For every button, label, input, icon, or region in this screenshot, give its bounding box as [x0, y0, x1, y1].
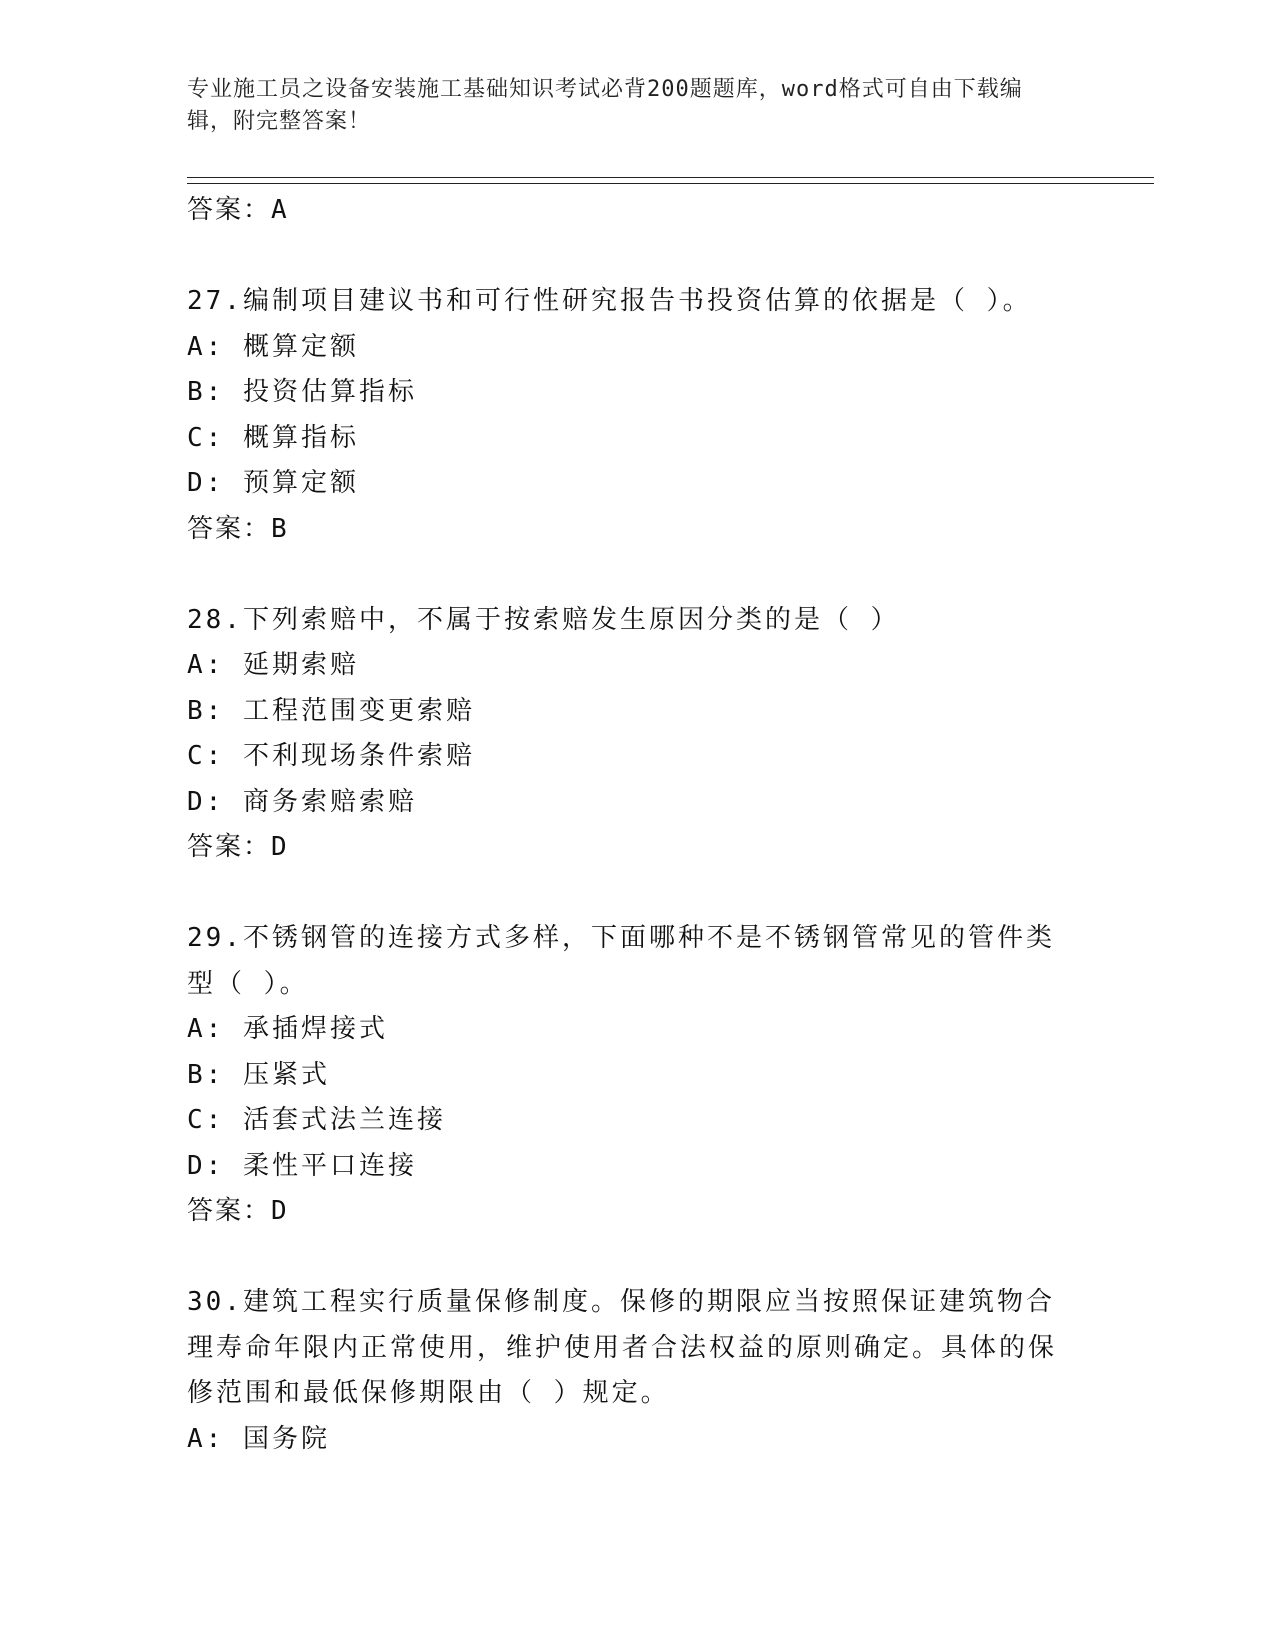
- answer-value: D: [271, 832, 289, 862]
- answer: [187, 825, 1087, 871]
- answer-value: D: [271, 1196, 289, 1226]
- answer-label: 答案：: [187, 513, 272, 544]
- question-stem: 28.下列索赔中，不属于按索赔发生原因分类的是（ ）: [187, 604, 900, 635]
- option-d: D: 柔性平口连接: [187, 1150, 417, 1181]
- answer-label: 答案：: [187, 1196, 272, 1226]
- option-b: B: 投资估算指标: [187, 377, 417, 407]
- option-a: A: 概算定额: [187, 331, 359, 362]
- answer-label: 答案：: [187, 195, 272, 225]
- question-stem: 30.建筑工程实行质量保修制度。保修的期限应当按照保证建筑物合理寿命年限内正常使用，维护使用者合法权益的原则确定。具体的保修范围和最低保修期限由（ ）规定。: [187, 1287, 1058, 1408]
- option-c: C: 概算指标: [187, 422, 359, 453]
- header-divider-top: [187, 177, 1154, 178]
- question-stem: 29.不锈钢管的连接方式多样，下面哪种不是不锈钢管常见的管件类型（ ）。: [187, 923, 1055, 999]
- question-stem: 27.编制项目建议书和可行性研究报告书投资估算的依据是（ ）。: [187, 286, 1032, 316]
- prev-answer: [187, 188, 1087, 234]
- option-b: B: 压紧式: [187, 1059, 330, 1090]
- option-b: B: 工程范围变更索赔: [187, 695, 475, 726]
- option-c: C: 活套式法兰连接: [187, 1105, 446, 1135]
- option-a: A: 延期索赔: [187, 650, 359, 680]
- option-d: D: 商务索赔索赔: [187, 786, 417, 817]
- question-30: [187, 1280, 1087, 1462]
- answer-label: 答案：: [187, 832, 272, 862]
- option-a: A: 国务院: [187, 1423, 330, 1454]
- answer-value: B: [271, 513, 289, 544]
- option-c: C: 不利现场条件索赔: [187, 741, 475, 771]
- answer: [187, 507, 1087, 553]
- option-a: A: 承插焊接式: [187, 1014, 388, 1044]
- answer: [187, 1189, 1087, 1235]
- question-27: [187, 279, 1087, 552]
- question-28: [187, 598, 1087, 871]
- question-list: [187, 188, 1087, 1462]
- header-divider-bottom: [187, 183, 1154, 184]
- answer-value: A: [271, 195, 289, 225]
- question-29: [187, 916, 1087, 1235]
- option-d: D: 预算定额: [187, 468, 359, 498]
- document-header: 专业施工员之设备安装施工基础知识考试必背200题题库，word格式可自由下载编辑，附完整答案！: [187, 77, 1023, 134]
